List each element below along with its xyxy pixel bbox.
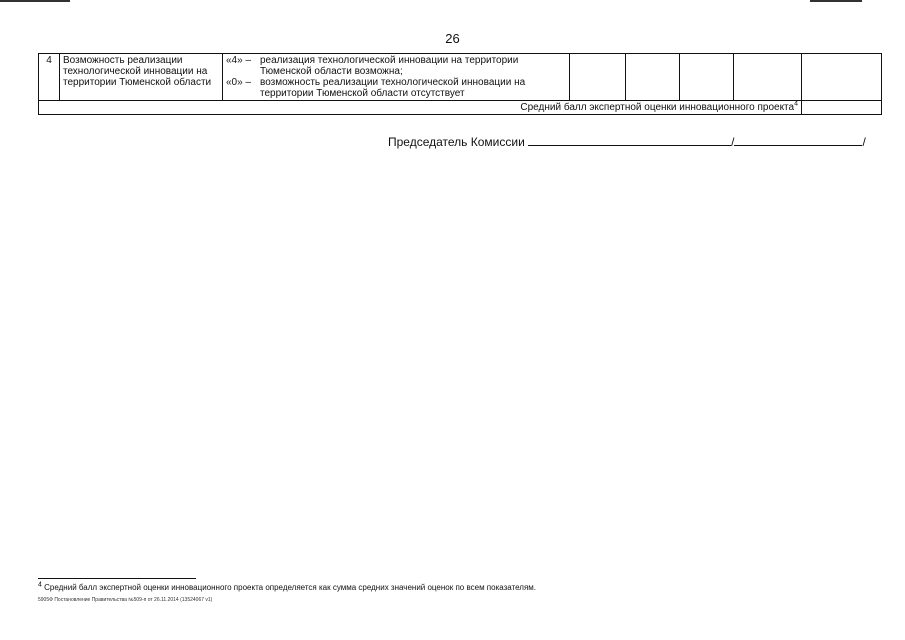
signature-separator: / xyxy=(731,135,735,149)
footnote-divider xyxy=(38,578,196,579)
criteria-table xyxy=(38,53,882,115)
chairman-signature xyxy=(388,133,866,149)
score-cell xyxy=(570,54,626,101)
footnote-mark: 4 xyxy=(38,581,42,589)
score-cell xyxy=(802,54,882,101)
grade-code: «4» – xyxy=(226,55,252,66)
footnote-ref: 4 xyxy=(794,100,798,108)
scan-edge-line xyxy=(0,0,70,2)
grade-text: реализация технологической инновации на территории Тюменской области возможна; xyxy=(260,55,519,77)
criterion-name: Возможность реализации технологической инновации на территории Тюменской области xyxy=(60,54,223,101)
grade-option xyxy=(226,77,566,99)
document-code: 5905Ф Постановление Правительства №509-п от 26.11.2014 (13524067 v1) xyxy=(38,597,213,603)
score-cell xyxy=(734,54,802,101)
row-number: 4 xyxy=(39,54,60,101)
signature-separator: / xyxy=(862,135,866,149)
grade-text: возможность реализации технологической инновации на территории Тюменской области отсутствует xyxy=(260,77,526,99)
grade-code: «0» – xyxy=(226,77,252,88)
chairman-label: Председатель Комиссии xyxy=(388,135,525,149)
average-row xyxy=(39,101,882,115)
footnote xyxy=(38,583,536,592)
score-cell xyxy=(626,54,680,101)
score-cell xyxy=(680,54,734,101)
grading-description xyxy=(223,54,570,101)
signature-blank xyxy=(528,133,731,146)
page-number: 26 xyxy=(445,31,460,46)
name-blank xyxy=(734,133,862,146)
average-label-cell xyxy=(39,101,802,115)
footnote-text: Средний балл экспертной оценки инновационного проекта определяется как сумма средних значений оценок по всем показателям. xyxy=(44,583,537,592)
grade-option xyxy=(226,55,566,77)
scan-edge-line xyxy=(810,0,862,2)
table-row xyxy=(39,54,882,101)
average-label: Средний балл экспертной оценки инновационного проекта xyxy=(520,102,795,113)
average-score-cell xyxy=(802,101,882,115)
